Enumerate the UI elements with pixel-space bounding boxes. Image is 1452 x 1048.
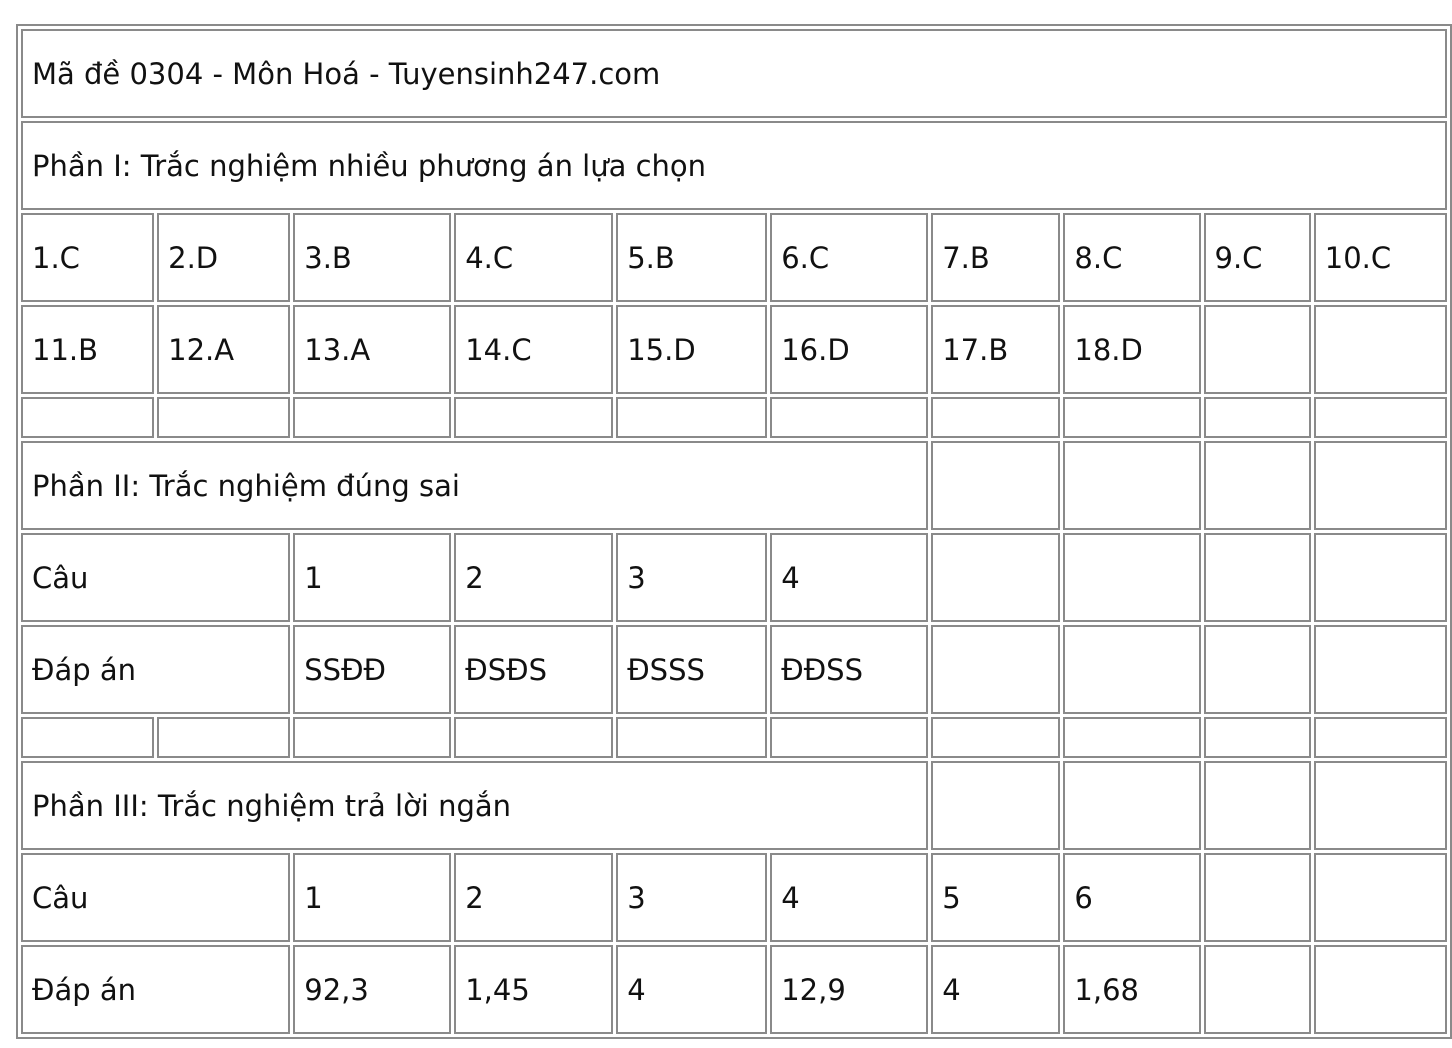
- part3-question-label: Câu: [21, 853, 290, 942]
- answer-cell: 7.B: [931, 213, 1060, 302]
- part2-heading: Phần II: Trắc nghiệm đúng sai: [21, 441, 928, 530]
- empty-cell: [1314, 853, 1447, 942]
- part1-heading-row: [21, 121, 1447, 210]
- answer-cell: SSĐĐ: [293, 625, 451, 714]
- answer-cell: 4: [616, 945, 767, 1034]
- empty-cell: [616, 397, 767, 438]
- empty-cell: [293, 397, 451, 438]
- spacer-row: [21, 717, 1447, 758]
- part3-answer-label: Đáp án: [21, 945, 290, 1034]
- answer-cell: 9.C: [1204, 213, 1311, 302]
- empty-cell: [1314, 397, 1447, 438]
- question-number: 3: [616, 853, 767, 942]
- answer-cell: 17.B: [931, 305, 1060, 394]
- question-number: 6: [1063, 853, 1200, 942]
- part2-heading-row: [21, 441, 1447, 530]
- answer-cell: 13.A: [293, 305, 451, 394]
- part3-heading: Phần III: Trắc nghiệm trả lời ngắn: [21, 761, 928, 850]
- answer-cell: 2.D: [157, 213, 290, 302]
- answer-cell: 8.C: [1063, 213, 1200, 302]
- part3-question-row: [21, 853, 1447, 942]
- empty-cell: [1314, 533, 1447, 622]
- question-number: 1: [293, 533, 451, 622]
- answer-cell: 3.B: [293, 213, 451, 302]
- part3-answer-row: [21, 945, 1447, 1034]
- empty-cell: [1204, 625, 1311, 714]
- answer-cell: 1,68: [1063, 945, 1200, 1034]
- question-number: 4: [770, 533, 928, 622]
- answer-cell: 12.A: [157, 305, 290, 394]
- empty-cell: [1063, 625, 1200, 714]
- answer-cell: 10.C: [1314, 213, 1447, 302]
- answer-cell: 14.C: [454, 305, 613, 394]
- empty-cell: [770, 397, 928, 438]
- empty-cell: [21, 717, 154, 758]
- empty-cell: [157, 397, 290, 438]
- answer-cell: 4: [931, 945, 1060, 1034]
- part2-question-row: [21, 533, 1447, 622]
- empty-cell: [1063, 761, 1200, 850]
- part1-heading: Phần I: Trắc nghiệm nhiều phương án lựa chọn: [21, 121, 1447, 210]
- empty-cell: [1204, 761, 1311, 850]
- empty-cell: [1204, 717, 1311, 758]
- empty-cell: [293, 717, 451, 758]
- empty-cell: [1314, 717, 1447, 758]
- empty-cell: [931, 761, 1060, 850]
- answer-cell: ĐSĐS: [454, 625, 613, 714]
- question-number: 2: [454, 853, 613, 942]
- answer-cell: 16.D: [770, 305, 928, 394]
- empty-cell: [1204, 853, 1311, 942]
- empty-cell: [931, 397, 1060, 438]
- question-number: 2: [454, 533, 613, 622]
- empty-cell: [931, 625, 1060, 714]
- empty-cell: [1314, 945, 1447, 1034]
- question-number: 3: [616, 533, 767, 622]
- empty-cell: [1063, 533, 1200, 622]
- empty-cell: [931, 533, 1060, 622]
- empty-cell: [1204, 305, 1311, 394]
- part1-answers-row-1: [21, 213, 1447, 302]
- answer-cell: 92,3: [293, 945, 451, 1034]
- empty-cell: [931, 717, 1060, 758]
- answer-cell: ĐSSS: [616, 625, 767, 714]
- spacer-row: [21, 397, 1447, 438]
- question-number: 4: [770, 853, 928, 942]
- empty-cell: [1314, 761, 1447, 850]
- empty-cell: [1063, 441, 1200, 530]
- part1-answers-row-2: [21, 305, 1447, 394]
- empty-cell: [1063, 397, 1200, 438]
- answer-key-table: [16, 24, 1452, 1039]
- empty-cell: [1063, 717, 1200, 758]
- empty-cell: [1204, 397, 1311, 438]
- question-number: 1: [293, 853, 451, 942]
- empty-cell: [931, 441, 1060, 530]
- answer-cell: ĐĐSS: [770, 625, 928, 714]
- empty-cell: [157, 717, 290, 758]
- empty-cell: [1314, 441, 1447, 530]
- empty-cell: [1204, 533, 1311, 622]
- answer-cell: 18.D: [1063, 305, 1200, 394]
- empty-cell: [454, 717, 613, 758]
- part2-answer-label: Đáp án: [21, 625, 290, 714]
- title-row: [21, 29, 1447, 118]
- empty-cell: [1204, 945, 1311, 1034]
- empty-cell: [21, 397, 154, 438]
- answer-cell: 12,9: [770, 945, 928, 1034]
- answer-cell: 6.C: [770, 213, 928, 302]
- empty-cell: [1314, 625, 1447, 714]
- page-title: Mã đề 0304 - Môn Hoá - Tuyensinh247.com: [21, 29, 1447, 118]
- empty-cell: [1204, 441, 1311, 530]
- part2-question-label: Câu: [21, 533, 290, 622]
- empty-cell: [454, 397, 613, 438]
- part3-heading-row: [21, 761, 1447, 850]
- answer-cell: 11.B: [21, 305, 154, 394]
- answer-cell: 1,45: [454, 945, 613, 1034]
- question-number: 5: [931, 853, 1060, 942]
- answer-cell: 5.B: [616, 213, 767, 302]
- answer-cell: 15.D: [616, 305, 767, 394]
- answer-cell: 4.C: [454, 213, 613, 302]
- part2-answer-row: [21, 625, 1447, 714]
- empty-cell: [1314, 305, 1447, 394]
- answer-key-document: [16, 24, 1452, 1039]
- empty-cell: [616, 717, 767, 758]
- empty-cell: [770, 717, 928, 758]
- answer-cell: 1.C: [21, 213, 154, 302]
